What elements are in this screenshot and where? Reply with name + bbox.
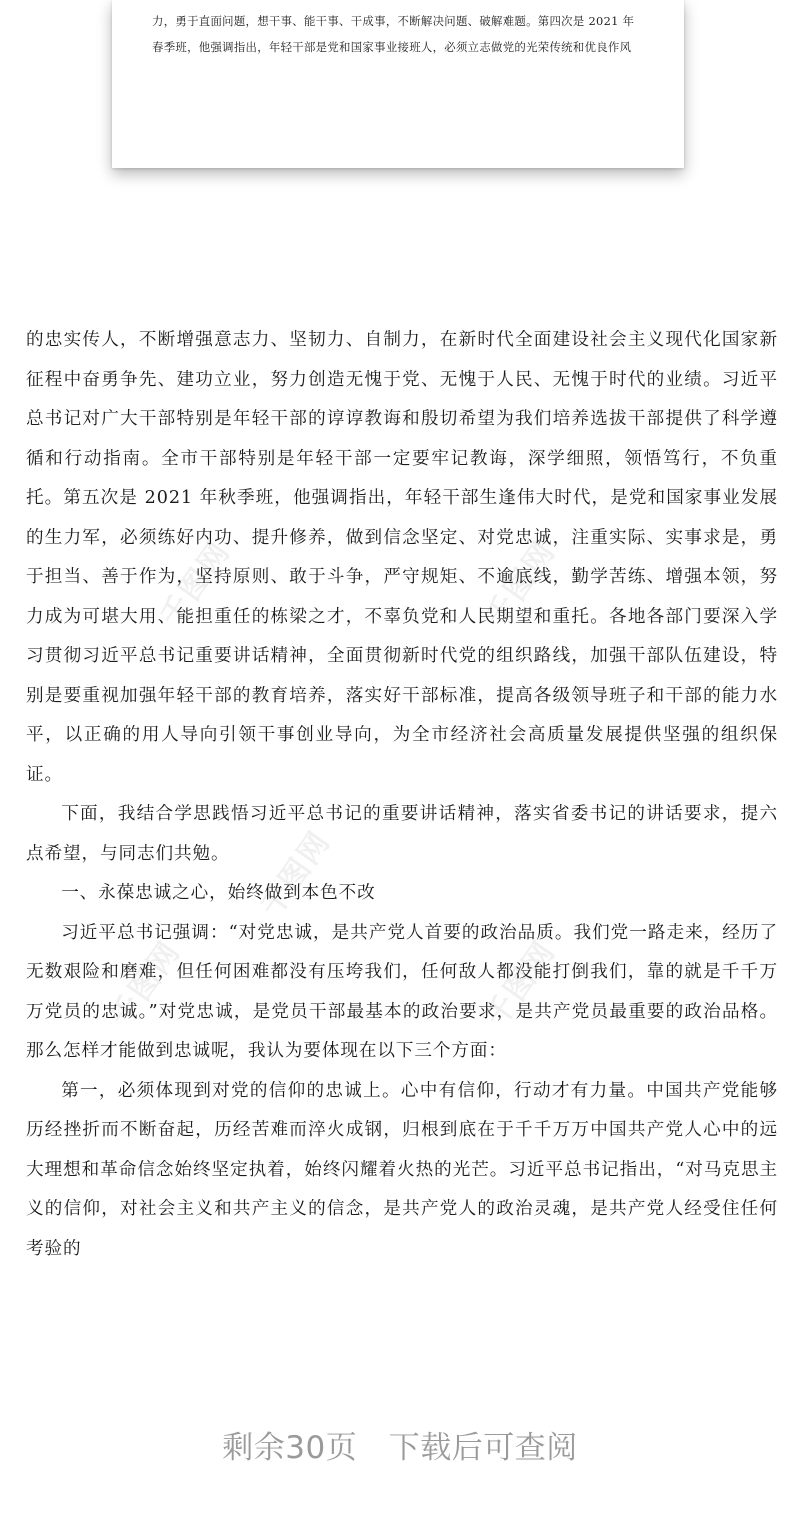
paragraph: 的忠实传人，不断增强意志力、坚韧力、自制力，在新时代全面建设社会主义现代化国家新征程中奋勇争先、建功立业，努力创造无愧于党、无愧于人民、无愧于时代的业绩。习近平总书记对广大干部特别是年轻干部的谆谆教诲和殷切希望为我们培养选拔干部提供了科学遵循和行动指南。全市干部特别是年轻干部一定要牢记教诲，深学细照，领悟笃行，不负重托。第五次是 2021 年秋季班，他强调指出，年轻干部生逢伟大时代，是党和国家事业发展的生力军，必须练好内功、提升修养，做到信念坚定、对党忠诚，注重实际、实事求是，勇于担当、善于作为，坚持原则、敢于斗争，严守规矩、不逾底线，勤学苦练、增强本领，努力成为可堪大用、能担重任的栋梁之才，不辜负党和人民期望和重托。各地各部门要深入学习贯彻习近平总书记重要讲话精神，全面贯彻新时代党的组织路线，加强干部队伍建设，特别是要重视加强年轻干部的教育培养，落实好干部标准，提高各级领导班子和干部的能力水平，以正确的用人导向引领干事创业导向，为全市经济社会高质量发展提供坚强的组织保证。 bbox=[26, 330, 778, 785]
download-hint-label: 下载后可查阅 bbox=[388, 1430, 578, 1466]
preview-line: 春季班，他强调指出，年轻干部是党和国家事业接班人，必须立志做党的光荣传统和优良作风 bbox=[152, 40, 632, 54]
paragraph: 下面，我结合学思践悟习近平总书记的重要讲话精神，落实省委书记的讲话要求，提六点希望，与同志们共勉。 bbox=[26, 804, 778, 864]
watermark-left-mid: 千图网 bbox=[254, 824, 338, 924]
preview-line: 力，勇于直面问题，想干事、能干事、干成事，不断解决问题、破解难题。第四次是 2021 年 bbox=[152, 14, 635, 28]
remaining-pages-label: 剩余30页 bbox=[222, 1430, 358, 1466]
document-body bbox=[26, 321, 778, 1269]
paragraph: 习近平总书记强调：“对党忠诚，是共产党人首要的政治品质。我们党一路走来，经历了无数艰险和磨难，但任何困难都没有压垮我们，任何敌人都没能打倒我们，靠的就是千千万万党员的忠诚。”对党忠诚，是党员干部最基本的政治要求，是共产党员最重要的政治品格。那么怎样才能做到忠诚呢，我认为要体现在以下三个方面： bbox=[26, 922, 778, 1061]
remaining-pages-notice[interactable] bbox=[0, 1422, 800, 1467]
preview-text bbox=[152, 8, 648, 60]
watermark-right-lower: 千图网 bbox=[479, 934, 563, 1034]
section-heading: 一、永葆忠诚之心，始终做到本色不改 bbox=[61, 883, 376, 903]
watermark-left-upper: 千图网 bbox=[154, 534, 238, 634]
watermark-left-lower: 千图网 bbox=[104, 934, 188, 1034]
document-preview-card bbox=[112, 0, 684, 168]
watermark-mid-upper: 千图网 bbox=[479, 534, 563, 634]
paragraph: 第一，必须体现到对党的信仰的忠诚上。心中有信仰，行动才有力量。中国共产党能够历经挫折而不断奋起，历经苦难而淬火成钢，归根到底在于千千万万中国共产党人心中的远大理想和革命信念始终坚定执着，始终闪耀着火热的光芒。习近平总书记指出，“对马克思主义的信仰，对社会主义和共产主义的信念，是共产党人的政治灵魂，是共产党人经受住任何考验的 bbox=[26, 1080, 778, 1259]
